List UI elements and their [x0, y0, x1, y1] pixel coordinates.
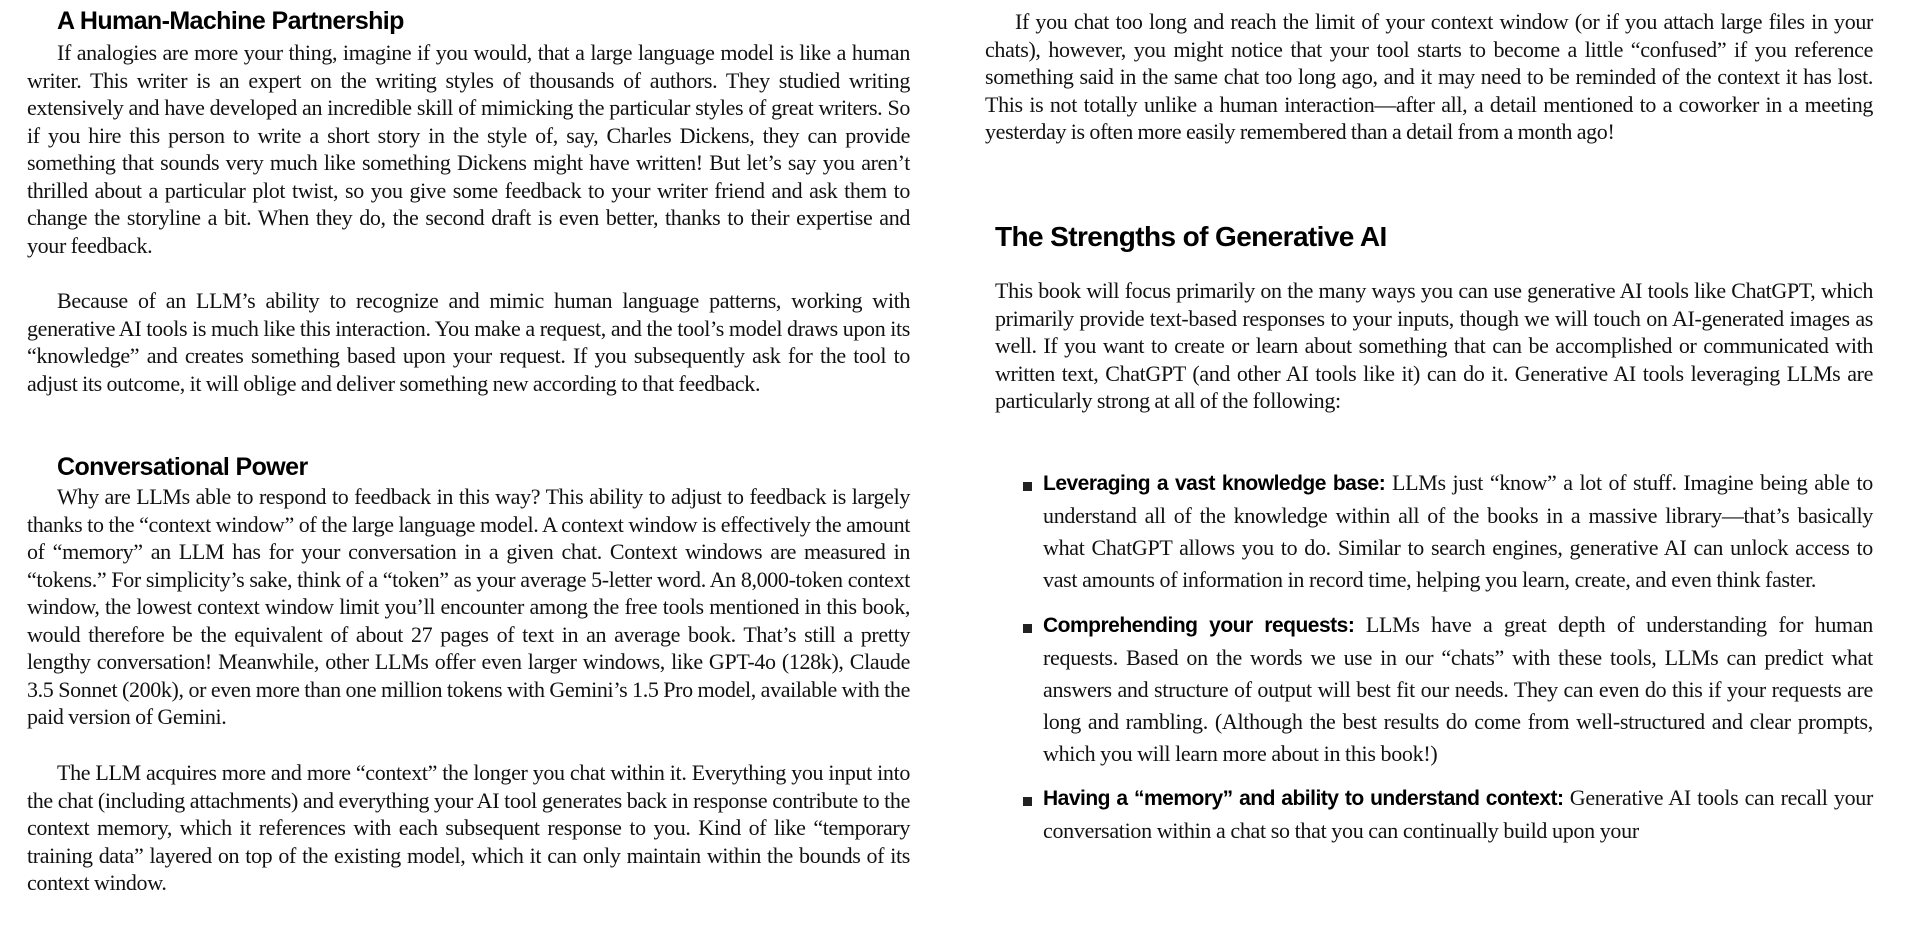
square-bullet-icon — [1023, 797, 1032, 806]
section-heading-human-machine-partnership: A Human-Machine Partnership — [57, 7, 404, 35]
paragraph: The LLM acquires more and more “context” the longer you chat within it. Everything you input into the chat (including attachments) and everything your AI tool generates back in response contribute to the context memory, which it references with each subsequent response to you. Kind of like “temporary training data” layered on top of the existing model, which it can only maintain within the bounds of its context window. — [27, 760, 910, 895]
section-heading-strengths-of-generative-ai: The Strengths of Generative AI — [995, 221, 1387, 252]
list-item — [985, 609, 1873, 770]
paragraph: Because of an LLM’s ability to recognize and mimic human language patterns, working with generative AI tools is much like this interaction. You make a request, and the tool’s model draws upon its “knowledge” and creates something based upon your request. If you subsequently ask for the tool to adjust its outcome, it will oblige and deliver something new according to that feedback. — [27, 288, 910, 396]
list-item-lead: Comprehending your requests: — [1043, 613, 1355, 637]
section-heading-conversational-power: Conversational Power — [57, 453, 308, 481]
strengths-list — [985, 467, 1873, 860]
square-bullet-icon — [1023, 482, 1032, 491]
list-item-text: LLMs just “know” a lot of stuff. Imagine being able to understand all of the knowledge within all of the books in a massive library—that’s basically what ChatGPT allows you to do. Similar to search engines, generative AI can unlock access to vast amounts of information in record time, helping you learn, create, and even think faster. — [1043, 470, 1874, 592]
list-item — [985, 467, 1873, 596]
list-item-lead: Leveraging a vast knowledge base: — [1043, 472, 1386, 495]
list-item-text: Generative AI tools can recall your conversation within a chat so that you can continually build upon your — [1043, 785, 1873, 843]
paragraph: If you chat too long and reach the limit of your context window (or if you attach large files in your chats), however, you might notice that your tool starts to become a little “confused” if you reference something said in the same chat too long ago, and it may need to be reminded of the context it has lost. This is not totally unlike a human interaction—after all, a detail mentioned to a coworker in a meeting yesterday is often more easily remembered than a detail from a month ago! — [985, 9, 1873, 144]
square-bullet-icon — [1023, 624, 1032, 633]
list-item — [985, 782, 1873, 847]
paragraph: Why are LLMs able to respond to feedback in this way? This ability to adjust to feedback is largely thanks to the “context window” of the large language model. A context window is effectively the amount of “memory” an LLM has for your conversation in a given chat. Context windows are measured in “tokens.” For simplicity’s sake, think of a “token” as your average 5-letter word. An 8,000-token context window, the lowest context window limit you’ll encounter among the free tools mentioned in this book, would therefore be the equivalent of about 27 pages of text in an average book. That’s still a pretty lengthy conversation! Meanwhile, other LLMs offer even larger windows, like GPT-4o (128k), Claude 3.5 Sonnet (200k), or even more than one million tokens with Gemini’s 1.5 Pro model, available with the paid version of Gemini. — [27, 484, 910, 729]
paragraph: If analogies are more your thing, imagine if you would, that a large language model is like a human writer. This writer is an expert on the writing styles of thousands of authors. They studied writing extensively and have developed an incredible skill of mimicking the particular styles of great writers. So if you hire this person to write a short story in the style of, say, Charles Dickens, they can provide something that sounds very much like something Dickens might have written! But let’s say you aren’t thrilled about a particular plot twist, so you give some feedback to your writer friend and ask them to change the storyline a bit. When they do, the second draft is even better, thanks to their expertise and your feedback. — [27, 40, 910, 258]
list-item-lead: Having a “memory” and ability to understand context: — [1043, 787, 1564, 810]
intro-paragraph: This book will focus primarily on the many ways you can use generative AI tools like ChatGPT, which primarily provide text-based responses to your inputs, though we will touch on AI-generated images as well. If you want to create or learn about something that can be accomplished or communicated with written text, ChatGPT (and other AI tools like it) can do it. Generative AI tools leveraging LLMs are particularly strong at all of the following: — [995, 278, 1873, 413]
list-item-text: LLMs have a great depth of understanding for human requests. Based on the words we use in our “chats” with these tools, LLMs can predict what answers and structure of output will best fit our needs. They can even do this if your requests are long and rambling. (Although the best results do come from well-structured and clear prompts, which you will learn more about in this book!) — [1043, 611, 1874, 766]
